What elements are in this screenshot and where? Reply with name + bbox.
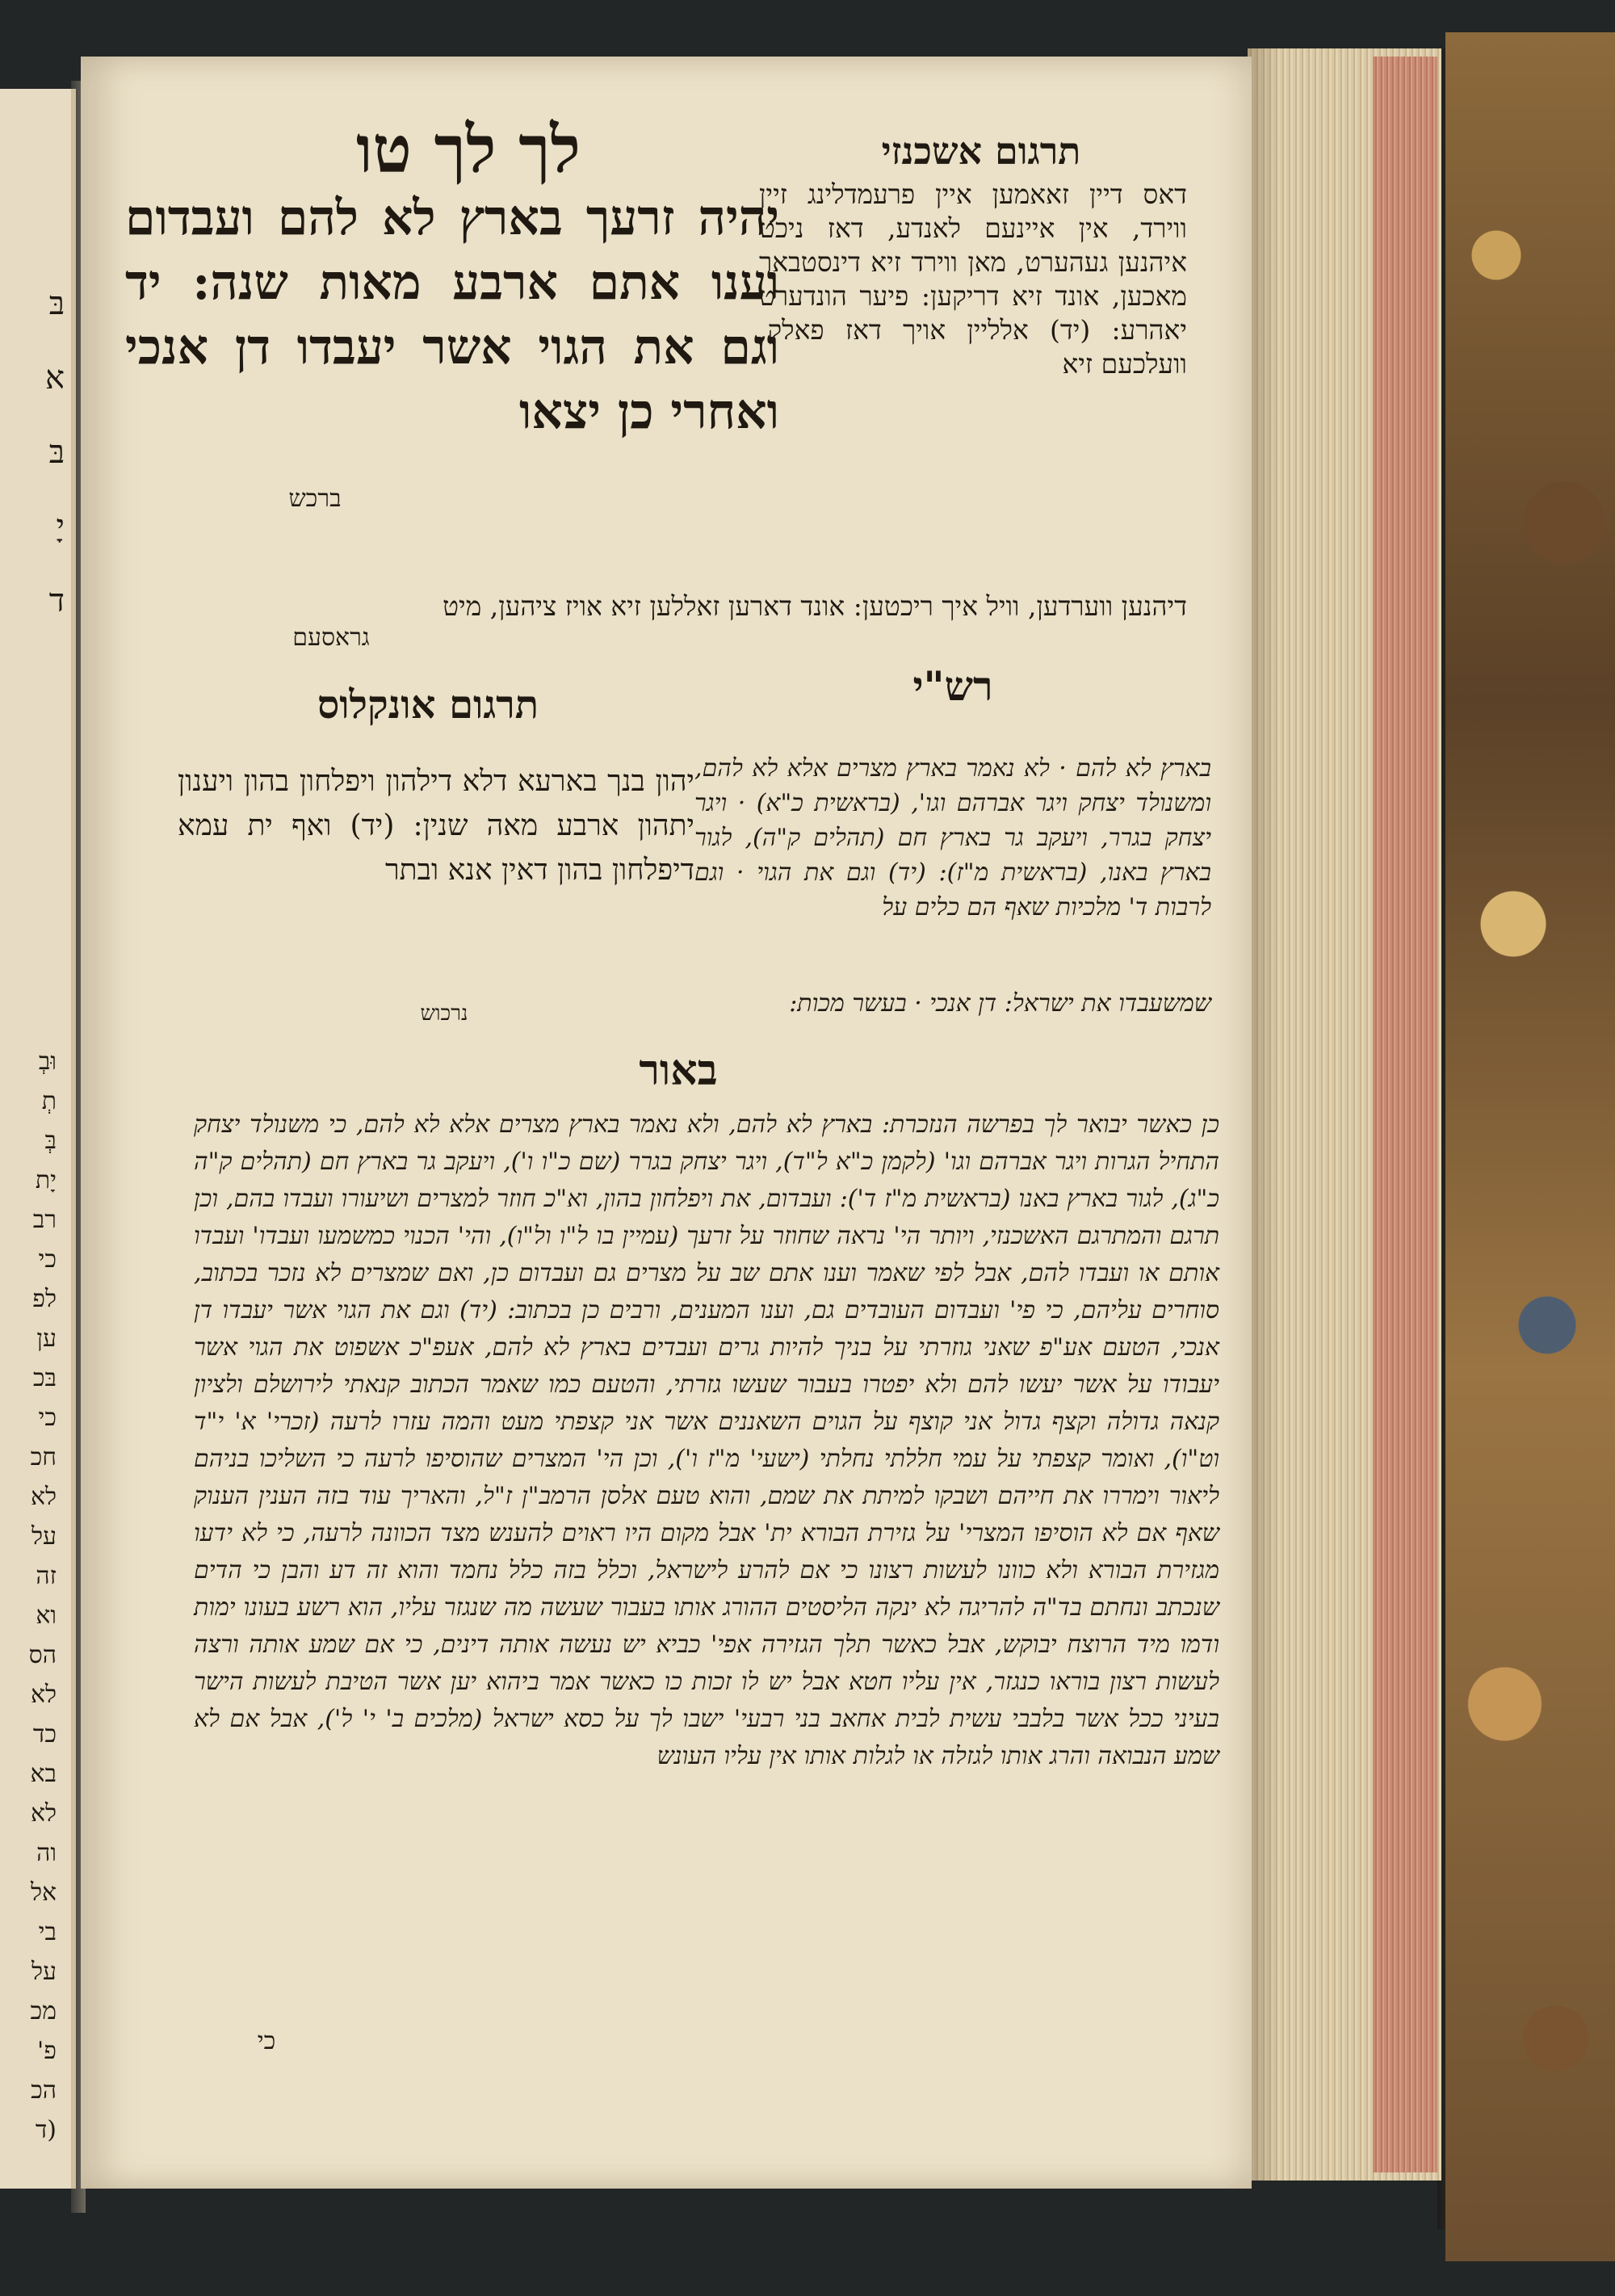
left-page-margin-text-bottom xyxy=(0,1042,57,2150)
left-page-fragment: תְ xyxy=(41,1087,57,1115)
onkelos-catchword: נרכוש xyxy=(420,1001,468,1026)
left-facing-page xyxy=(0,89,76,2189)
left-page-fragment: וא xyxy=(36,1601,57,1630)
torah-verse: יהיה זרעך בארץ לא להם ועבדום וענו אתם ארבע מאות שנה: יד וגם את הגוי אשר יעבדו דן אנכי ואחרי כן יצאו xyxy=(125,190,779,440)
left-page-fragment: כי xyxy=(38,1245,57,1274)
left-page-margin-text-top xyxy=(0,267,65,638)
rashi-heading: רש"י xyxy=(912,662,993,710)
left-page-fragment: על xyxy=(31,1958,57,1986)
left-page-fragment: לא xyxy=(30,1799,57,1828)
fore-edge-shadow xyxy=(1248,48,1280,2181)
left-page-fragment: פ' xyxy=(37,2037,57,2065)
biur-commentary: כן כאשר יבואר לך בפרשה הנזכרת: בארץ לא להם, ולא נאמר בארץ מצרים אלא לא להם, כי משנולד יצחק התחיל הגרות ויגר אברהם וגו' (לקמן כ"א ל"ד), ויגר יצחק בגרר (שם כ"ו ו'), ויעקב גר בארץ חם (תהלים ק"ה כ"ג), לגור בארץ באנו (בראשית מ"ז ד'): ועבדום, את ויפלחון בהון, וא"כ חוזר למצרים ושיעורו ועבדו בהם, וכן תרגם והמתרגם האשכנזי, ויותר הי' נראה שחוזר על זרעך (עמיין בו ל"ו ול"ו), והי' הכנוי כמשמעו ועבדו' ועבדו אותם או ועבדו להם, אבל לפי שאמר וענו אתם שב על מצרים גם ועבדום כן, ואם שמצרים לא נזכר בכתוב, סוחרים עליהם, כי פי' ועבדום העובדים גם, וענו המענים, ורבים כן בכתוב: (יד) וגם את הגוי אשר יעבדו דן אנכי, הטעם אע"פ שאני גוזרתי על בניך להיות גרים ועבדים בארץ לא להם, אעפ"כ אשפוט את הגוי אשר יעבודו על אשר יעשו להם ולא יפטרו בעבור שעשו גזרתי, והטעם כמו שאמר הכתוב קנאתי לירושלם ולציון קנאה גדולה וקצף גדול אני קוצף על הגוים השאננים אשר אני קצפתי מעט והמה עזרו לרעה (זכרי' א' י"ד וט"ו), ואומר קצפתי על עמי חללתי נחלתי (ישעי' מ"ז ו'), וכן הי' המצרים שהוסיפו לרעה כי השליכו בניהם ליאור וימררו את חייהם ושבקו למיתת את שמם, והוא טעם אלסן הרמב"ן ז"ל, והאריך עוד בזה הענין הענוק שאף אם לא הוסיפו המצרי' על גזירת הבורא ית' אבל מקום היו ראוים להענש מצד הכוונה לרעה, כי לא ידעו מגזירת הבורא ולא כוונו לעשות רצונו כי אם להרע לישראל, וכלל בזה כלל נחמד והוא זה דע והבן כי הדים שנכתב ונחתם בד"ה להריגה לא ינקה הליסטים ההורג אותו בעבור שעשה מה שנגזר עליו, הוא רשע בעונו ימות ודמו מיד הרוצח יבוקש, אבל כאשר תלך הגזירה אפי' כביא יש נעשה אותה דינים, כי אם שמע אותה ורצה לעשות רצון בוראו כנגזר, אין עליו חטא אבל יש לו זכות כו כאשר אמר ביהוא יען אשר הטיבת לעשות הישר בעיני ככל אשר בלבבי עשית לבית אחאב בני רבעי' ישבו לך על כסא ישראל (מלכים ב' י' ל'), אבל אם לא שמע הנבואה והרג אותו לגזלה או לגלות אותו אין עליו העונש xyxy=(194,1110,1219,1770)
left-page-fragment: לא xyxy=(30,1681,57,1709)
left-page-fragment: יָ xyxy=(56,508,65,545)
left-page-fragment: וה xyxy=(36,1839,57,1867)
page-header-section: תרגום אשכנזי xyxy=(881,129,1081,173)
left-page-fragment: כד xyxy=(32,1720,57,1748)
rashi-commentary-last-line: שמשעבדו את ישראל: דן אנכי · בעשר מכות: xyxy=(789,989,1211,1018)
left-page-fragment: וּבְ xyxy=(38,1047,57,1076)
left-page-fragment: זה xyxy=(36,1562,57,1590)
left-page-fragment: אל xyxy=(30,1878,57,1907)
left-page-fragment: לא xyxy=(30,1483,57,1511)
book-page xyxy=(81,57,1252,2189)
left-page-fragment: חכ xyxy=(30,1443,57,1471)
left-page-fragment: בּ xyxy=(48,434,65,471)
biur-heading: באור xyxy=(639,1046,718,1095)
left-page-fragment: על xyxy=(31,1522,57,1551)
left-page-fragment: ען xyxy=(36,1324,57,1353)
left-page-fragment: בי xyxy=(38,1918,57,1946)
verse-catchword: ברכש xyxy=(288,485,342,513)
left-page-fragment: יָת xyxy=(35,1166,57,1194)
yiddish-translation: דאס דיין זאאמען איין פרעמדלינג זיין ווירד, אין איינעם לאנדע, דאז ניכט איהנען געהערט, מאן ווירד זיא דינסטבאר מאכען, אונד זיא דריקען: פיער הונדערט יאהרע: (יד) אלליין אויך דאז פאלק, וועלכעם זיא xyxy=(759,178,1187,380)
yiddish-translation-continuation: דיהנען ווערדען, וויל איך ריכטען: אונד דארען זאללען זיא אויז ציהען, מיט xyxy=(443,590,1187,622)
page-header-title: לך לך טו xyxy=(356,111,581,187)
left-page-fragment: (ד xyxy=(35,2116,57,2144)
left-page-fragment: ד xyxy=(48,582,65,619)
left-page-fragment: א xyxy=(44,359,65,397)
left-page-fragment: בְּ xyxy=(44,1127,57,1155)
yiddish-translation-last-word: גראסעם xyxy=(292,623,370,652)
marbled-cover xyxy=(1445,32,1615,2261)
left-page-fragment: לפ xyxy=(32,1285,57,1313)
left-page-fragment: בא xyxy=(30,1760,57,1788)
left-page-fragment: בּכ xyxy=(32,1364,57,1392)
rashi-commentary: בארץ לא להם · לא נאמר בארץ מצרים אלא לא להם, ומשנולד יצחק ויגר אברהם וגו', (בראשית כ"א) · ויגר יצחק בגרר, ויעקב גר בארץ חם (תהלים ק"ה), לגור בארץ באנו, (בראשית מ"ז): (יד) וגם את הגוי · וגם לרבות ד' מלכיות שאף הם כלים על xyxy=(694,754,1211,921)
left-page-fragment: בּ xyxy=(48,285,65,322)
left-page-fragment: מכ xyxy=(30,1997,57,2025)
left-page-fragment: כי xyxy=(38,1404,57,1432)
onkelos-heading: תרגום אונקלוס xyxy=(317,682,539,728)
left-page-fragment: הס xyxy=(28,1641,57,1669)
left-page-fragment: הכ xyxy=(31,2076,57,2105)
onkelos-translation: יהון בנך בארעא דלא דילהון ויפלחון בהון ויענון יתהון ארבע מאה שנין: (יד) ואף ית עמא דיפלחון בהון דאין אנא ובתר xyxy=(178,765,694,887)
left-page-fragment: רב xyxy=(32,1206,57,1234)
red-page-edge xyxy=(1373,57,1437,2172)
biur-catchword: כי xyxy=(257,2027,276,2055)
